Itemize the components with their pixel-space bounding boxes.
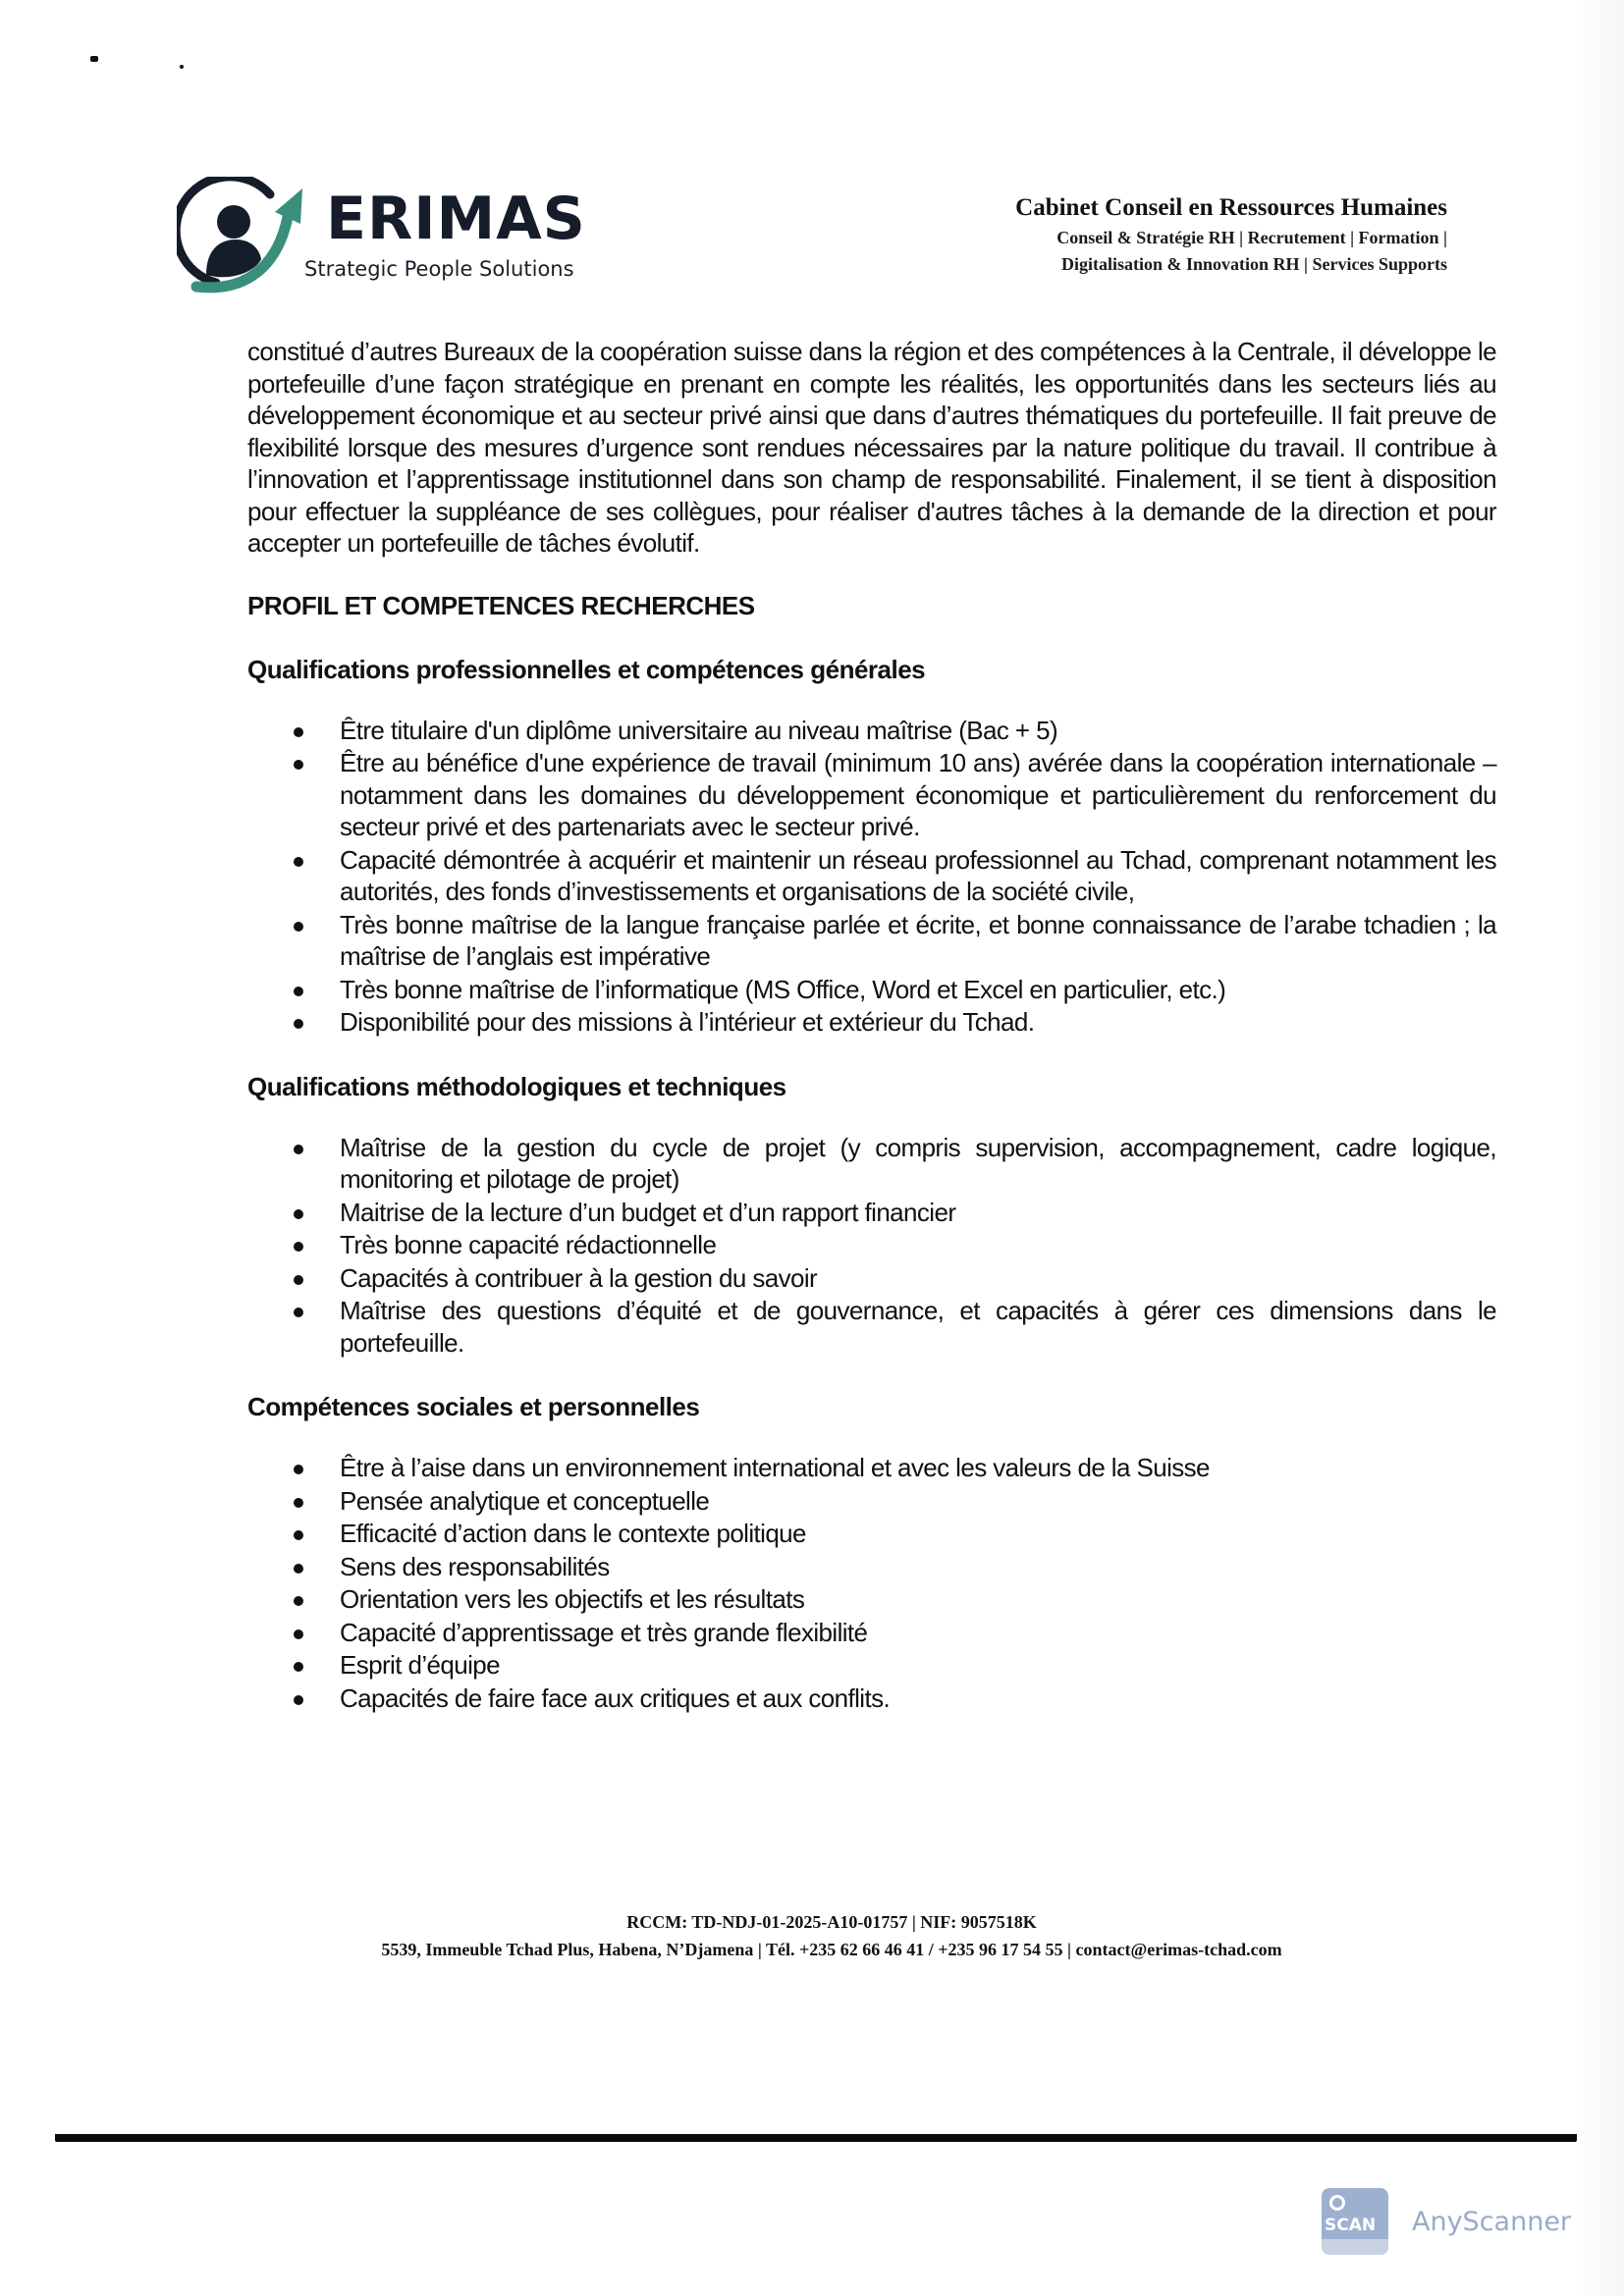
bullet-icon: [294, 1564, 303, 1574]
bullet-icon: [294, 1145, 303, 1154]
list-item: [247, 1197, 1496, 1229]
list-item-text: Très bonne maîtrise de l’informatique (MS Office, Word et Excel en particulier, etc.): [340, 974, 1226, 1004]
list-item-text: Capacité démontrée à acquérir et maintenir un réseau professionnel au Tchad, comprenant notamment les autorités, des fonds d’investissements et organisations de la société civile,: [340, 844, 1496, 906]
list-item-text: Très bonne maîtrise de la langue française parlée et écrite, et bonne connaissance de l’arabe tchadien ; la maîtrise de l’anglais est impérative: [340, 909, 1496, 971]
scan-page-edge: [55, 2134, 1577, 2142]
list-item: [247, 1452, 1496, 1484]
section-heading: Compétences sociales et personnelles: [247, 1392, 700, 1421]
footer-contact: 5539, Immeuble Tchad Plus, Habena, N’Djamena | Tél. +235 62 66 46 41 / +235 96 17 54 55 | contact@erimas-tchad.com: [381, 1940, 1282, 1959]
logo-name: ERIMAS: [326, 185, 586, 253]
list-item: [247, 1229, 1496, 1261]
list-item: [247, 715, 1496, 747]
scan-icon-text: SCAN: [1325, 2216, 1377, 2235]
bullet-icon: [294, 1308, 303, 1317]
lens-icon: [1329, 2195, 1345, 2211]
list-item-text: Capacité d’apprentissage et très grande flexibilité: [340, 1617, 868, 1647]
list-item: [247, 1295, 1496, 1359]
bullet-icon: [294, 1209, 303, 1219]
list-item-text: Être à l’aise dans un environnement international et avec les valeurs de la Suisse: [340, 1453, 1210, 1482]
list-item-text: Efficacité d’action dans le contexte politique: [340, 1519, 806, 1548]
list-item: [247, 1485, 1496, 1518]
list-item-text: Être au bénéfice d'une expérience de travail (minimum 10 ans) avérée dans la coopération internationale – notamment dans les domaines du développement économique et particulièrement du renforcement du secteur privé et des partenariats avec le secteur privé.: [340, 748, 1496, 841]
list-item: [247, 1132, 1496, 1196]
agency-services-line-1: Conseil & Stratégie RH | Recrutement | Formation |: [1056, 228, 1447, 247]
list-item: [247, 1551, 1496, 1583]
page-footer: [0, 1912, 1624, 1960]
bullet-icon: [294, 1596, 303, 1606]
bullet-icon: [294, 727, 303, 737]
agency-title: Cabinet Conseil en Ressources Humaines: [1015, 194, 1447, 221]
bullet-icon: [294, 1465, 303, 1474]
list-item-text: Très bonne capacité rédactionnelle: [340, 1230, 717, 1259]
list-item: [247, 1583, 1496, 1616]
section-methodological-qualifications: [247, 1072, 1496, 1360]
document-body: [247, 336, 1496, 1715]
section-heading: Qualifications méthodologiques et techniques: [247, 1071, 786, 1101]
watermark-label: AnyScanner: [1412, 2206, 1572, 2237]
bullet-list: [247, 1452, 1496, 1714]
list-item-text: Maîtrise de la gestion du cycle de projet (y compris supervision, accompagnement, cadre logique, monitoring et pilotage de projet): [340, 1132, 1496, 1194]
section-professional-qualifications: [247, 655, 1496, 1039]
person-arrow-logo-icon: [177, 177, 324, 294]
agency-info: [1015, 194, 1447, 275]
bullet-icon: [294, 1498, 303, 1508]
list-item: [247, 909, 1496, 973]
list-item-text: Être titulaire d'un diplôme universitaire au niveau maîtrise (Bac + 5): [340, 715, 1058, 745]
scan-speck: [90, 56, 98, 62]
list-item: [247, 974, 1496, 1006]
list-item: [247, 1682, 1496, 1715]
scan-app-icon: [1322, 2188, 1388, 2255]
bullet-icon: [294, 1695, 303, 1705]
list-item: [247, 844, 1496, 908]
bullet-icon: [294, 1019, 303, 1029]
list-item-text: Esprit d’équipe: [340, 1650, 500, 1680]
bullet-icon: [294, 857, 303, 867]
letterhead: [177, 177, 1453, 294]
list-item-text: Sens des responsabilités: [340, 1551, 610, 1581]
erimas-logo: [177, 177, 589, 294]
list-item: [247, 747, 1496, 843]
logo-tagline: Strategic People Solutions: [304, 257, 574, 281]
bullet-icon: [294, 1662, 303, 1672]
list-item: [247, 1617, 1496, 1649]
list-item-text: Capacités à contribuer à la gestion du savoir: [340, 1262, 818, 1293]
section-social-skills: [247, 1392, 1496, 1714]
bullet-list: [247, 715, 1496, 1039]
list-item: [247, 1006, 1496, 1039]
bullet-list: [247, 1132, 1496, 1360]
list-item-text: Maitrise de la lecture d’un budget et d’un rapport financier: [340, 1197, 956, 1227]
anyscanner-watermark: [1322, 2187, 1571, 2256]
section-heading: Qualifications professionnelles et compétences générales: [247, 654, 926, 684]
scan-speck: [180, 65, 184, 69]
bullet-icon: [294, 922, 303, 932]
bullet-icon: [294, 1242, 303, 1252]
list-item-text: Capacités de faire face aux critiques et aux conflits.: [340, 1682, 891, 1713]
bullet-icon: [294, 1629, 303, 1639]
agency-services-line-2: Digitalisation & Innovation RH | Services Supports: [1060, 254, 1447, 274]
bullet-icon: [294, 1275, 303, 1285]
list-item-text: Disponibilité pour des missions à l’intérieur et extérieur du Tchad.: [340, 1007, 1035, 1037]
list-item-text: Orientation vers les objectifs et les résultats: [340, 1584, 805, 1614]
list-item-text: Pensée analytique et conceptuelle: [340, 1485, 710, 1516]
bullet-icon: [294, 760, 303, 770]
bullet-icon: [294, 987, 303, 996]
list-item-text: Maîtrise des questions d’équité et de gouvernance, et capacités à gérer ces dimensions dans le portefeuille.: [340, 1296, 1496, 1358]
bullet-icon: [294, 1530, 303, 1540]
list-item: [247, 1518, 1496, 1550]
main-heading: PROFIL ET COMPETENCES RECHERCHES: [247, 590, 755, 620]
footer-registration: RCCM: TD-NDJ-01-2025-A10-01757 | NIF: 9057518K: [626, 1912, 1037, 1932]
list-item: [247, 1262, 1496, 1295]
intro-paragraph: constitué d’autres Bureaux de la coopération suisse dans la région et des compétences à la Centrale, il développe le portefeuille d’une façon stratégique en prenant en compte les réalités, les opportunités dans les secteurs liés au développement économique et au secteur privé ainsi que dans d’autres thématiques du portefeuille. Il fait preuve de flexibilité lorsque des mesures d’urgence sont rendues nécessaires par la nature politique du travail. Il contribue à l’innovation et l’apprentissage institutionnel dans son champ de responsabilité. Finalement, il se tient à disposition pour effectuer la suppléance de ses collègues, pour réaliser d'autres tâches à la demande de la direction et pour accepter un portefeuille de tâches évolutif.: [247, 337, 1496, 558]
list-item: [247, 1649, 1496, 1682]
